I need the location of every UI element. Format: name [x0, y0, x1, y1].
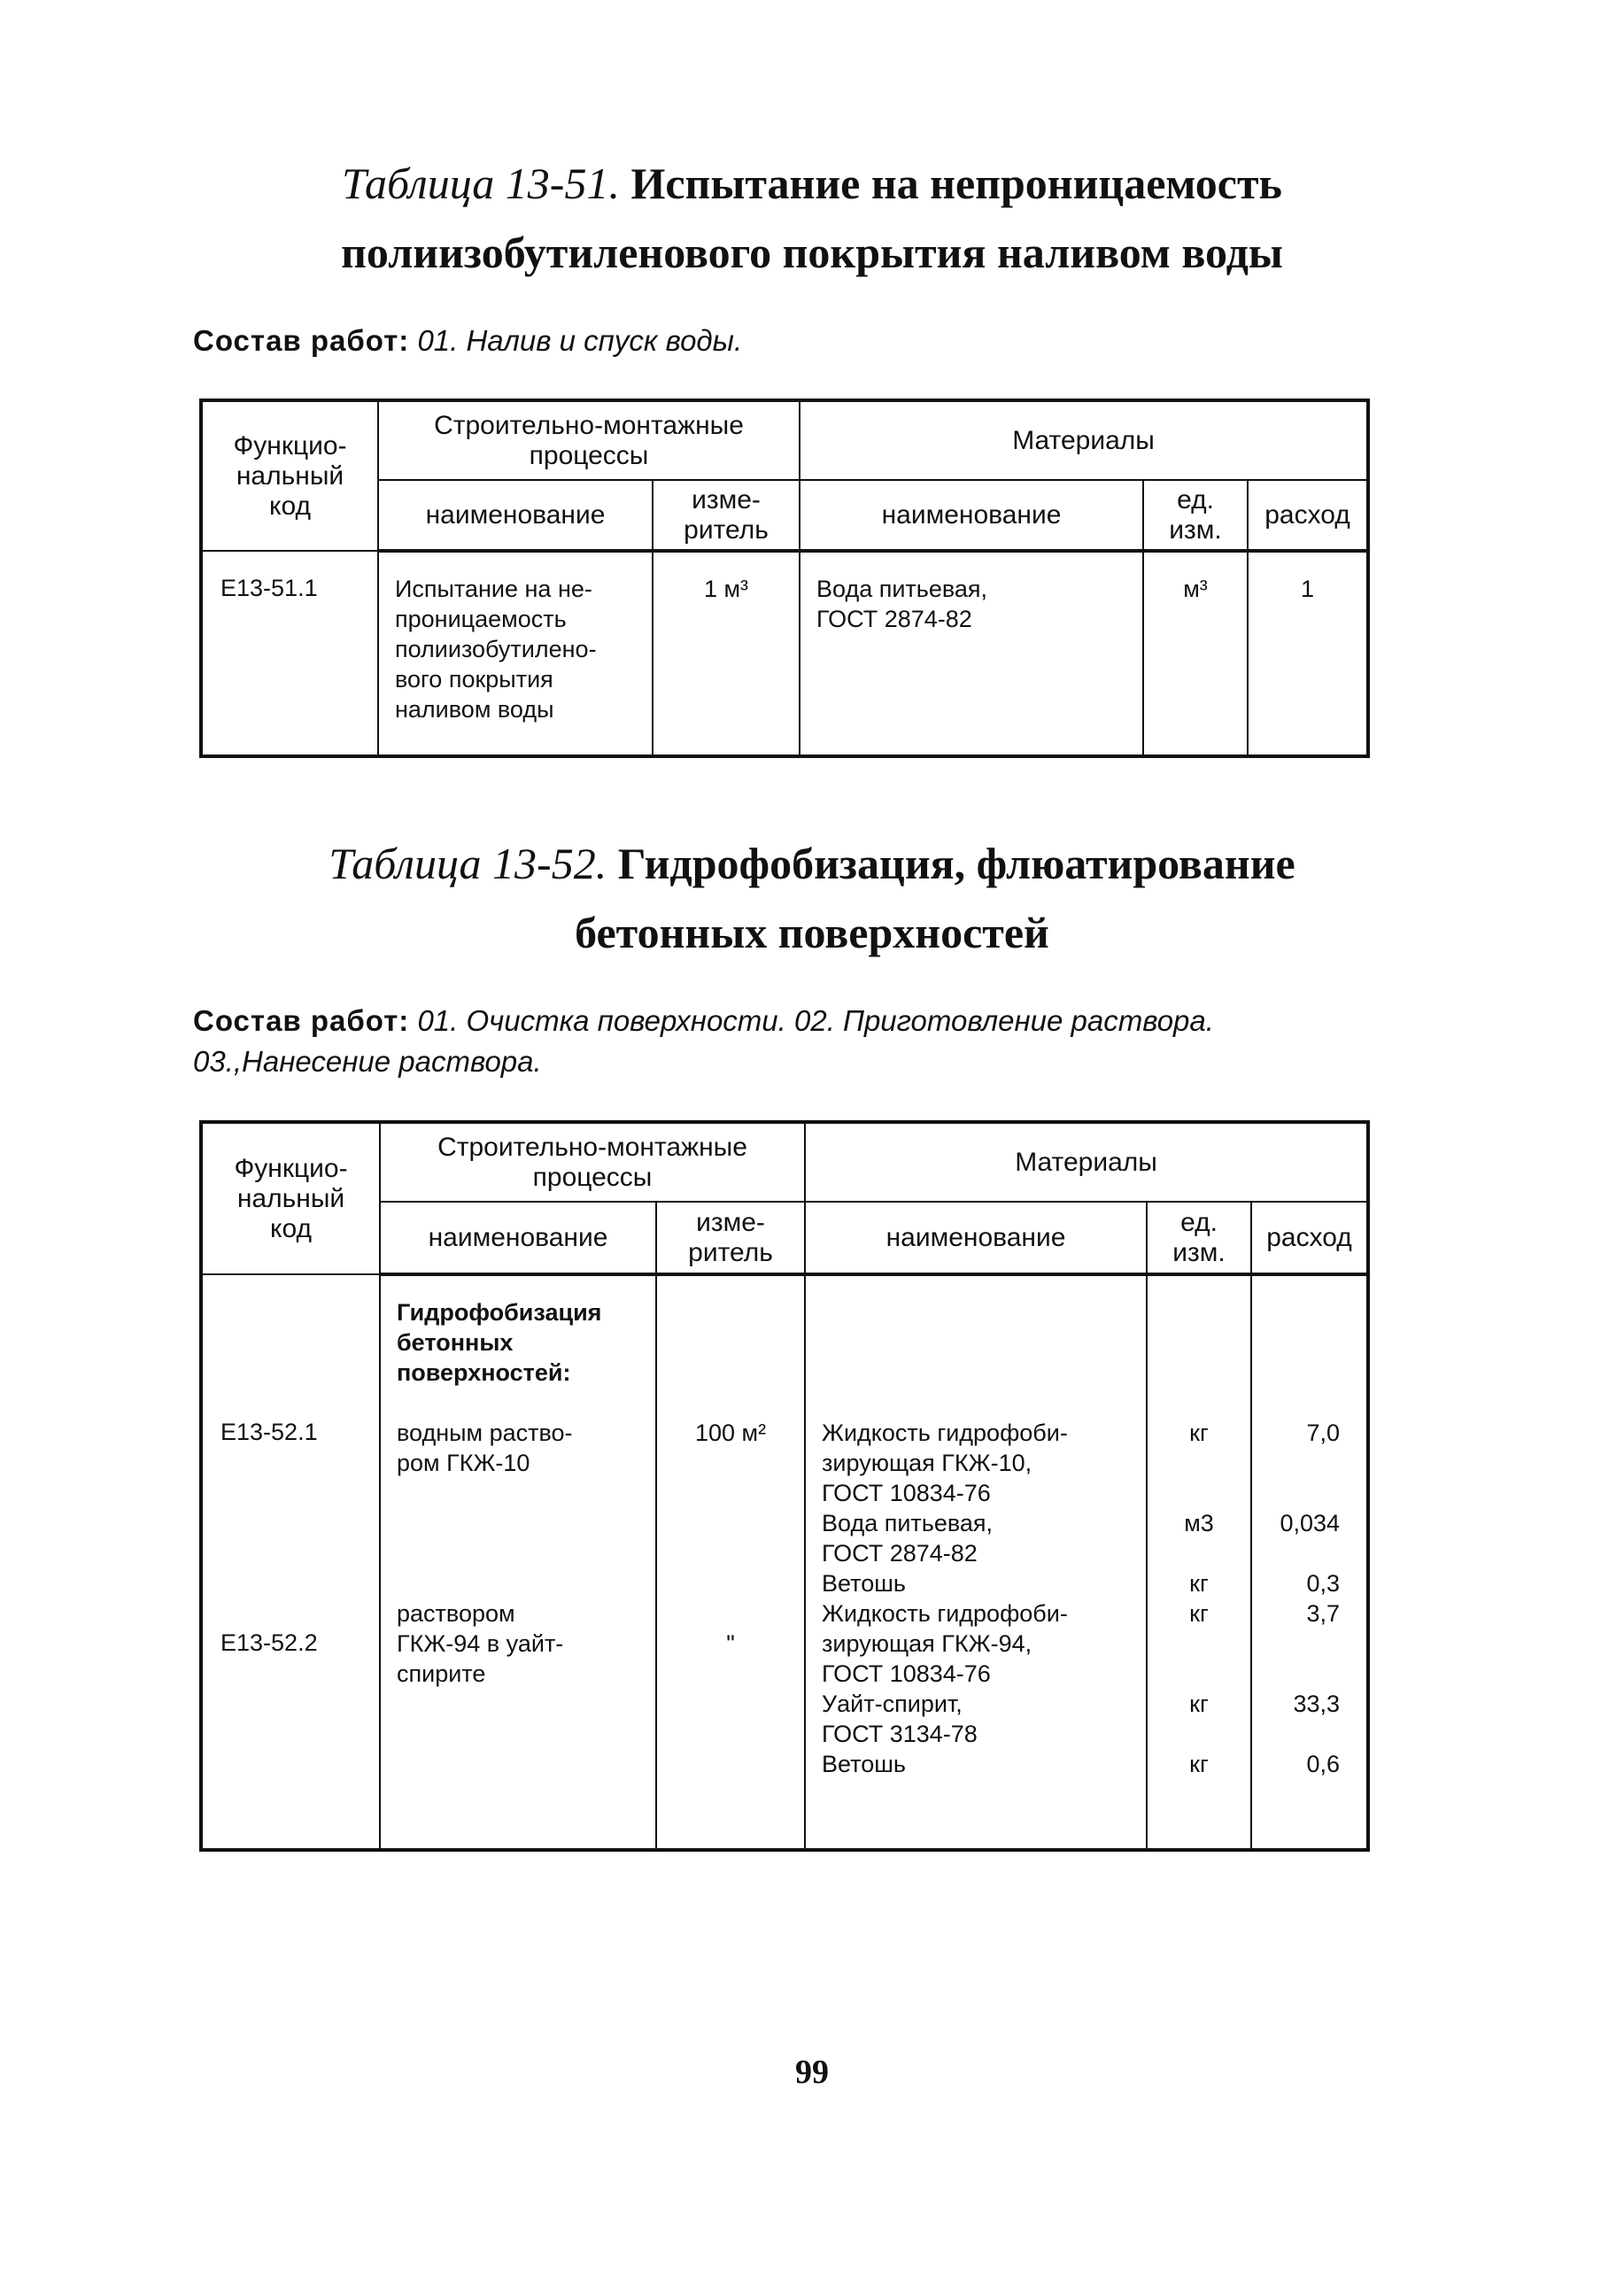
header-processes: Строительно-монтажные процессы: [378, 400, 800, 480]
row-consumption: 1: [1248, 551, 1368, 756]
table-row: [201, 1274, 1368, 1850]
row-process-name-column: Гидрофобизация бетонных поверхностей: водным раство- ром ГКЖ-10 раствором ГКЖ-94 в уайт- спирите: [380, 1274, 656, 1850]
table-51: [199, 399, 1370, 758]
header-process-unit: изме- ритель: [653, 480, 800, 551]
row-process-unit: ": [726, 1630, 735, 1657]
row-material-name-column: Жидкость гидрофоби- зирующая ГКЖ-10, ГОСТ 10834-76 Вода питьевая, ГОСТ 2874-82 Ветошь Жидкость гидрофоби- зирующая ГКЖ-94, ГОСТ 10834-76 Уайт-спирит, ГОСТ 3134-78 Ветошь: [805, 1274, 1147, 1850]
table-51-title-line1: Испытание на непроницаемость: [630, 159, 1282, 208]
row-code-column: [201, 1274, 380, 1850]
composition-label: Состав работ:: [193, 324, 410, 357]
table-52: [199, 1120, 1370, 1852]
composition-text: 01. Налив и спуск воды.: [417, 324, 743, 357]
header-materials: Материалы: [805, 1122, 1368, 1202]
header-material-name: наименование: [800, 480, 1143, 551]
header-code: Функцио- нальный код: [201, 1122, 380, 1274]
header-materials: Материалы: [800, 400, 1368, 480]
row-consumption-column: 7,0 0,034 0,3 3,7 33,3 0,6: [1251, 1274, 1368, 1850]
row-material-unit-column: кг м3 кг кг кг кг: [1147, 1274, 1251, 1850]
table-52-title-line1: Гидрофобизация, флюатирование: [617, 839, 1295, 888]
page-number: 99: [795, 2054, 829, 2091]
header-process-name: наименование: [380, 1202, 656, 1274]
composition-label: Состав работ:: [193, 1004, 410, 1037]
table-51-composition: [193, 321, 1450, 361]
header-consumption: расход: [1248, 480, 1368, 551]
composition-text-line2: 03.,Нанесение раствора.: [193, 1045, 542, 1078]
table-51-title: [0, 149, 1624, 287]
header-material-unit: ед. изм.: [1143, 480, 1248, 551]
header-consumption: расход: [1251, 1202, 1368, 1274]
header-code: Функцио- нальный код: [201, 400, 378, 551]
group-heading: Гидрофобизация: [397, 1299, 602, 1326]
row-material-name: Вода питьевая, ГОСТ 2874-82: [800, 551, 1143, 756]
composition-text-line1: 01. Очистка поверхности. 02. Приготовление раствора.: [417, 1004, 1214, 1037]
row-process-name: Испытание на не- проницаемость полиизобутилено- вого покрытия наливом воды: [378, 551, 653, 756]
header-process-unit: изме- ритель: [656, 1202, 805, 1274]
group-heading: поверхностей:: [397, 1359, 571, 1386]
group-heading: бетонных: [397, 1329, 514, 1356]
table-51-title-line2: полиизобутиленового покрытия наливом воды: [341, 228, 1283, 277]
table-52-number: Таблица 13-52.: [329, 839, 607, 888]
header-process-name: наименование: [378, 480, 653, 551]
row-process-unit: 1 м³: [653, 551, 800, 756]
table-51-number: Таблица 13-51.: [341, 159, 620, 208]
row-code: Е13-51.1: [201, 551, 378, 756]
table-row: [201, 551, 1368, 756]
row-code: Е13-52.2: [220, 1629, 318, 1656]
row-process-unit: 100 м²: [694, 1420, 767, 1446]
table-52-title: [0, 829, 1624, 967]
row-process-unit-column: [656, 1274, 805, 1850]
header-material-unit: ед. изм.: [1147, 1202, 1251, 1274]
header-processes: Строительно-монтажные процессы: [380, 1122, 805, 1202]
row-material-unit: м³: [1143, 551, 1248, 756]
header-material-name: наименование: [805, 1202, 1147, 1274]
table-52-title-line2: бетонных поверхностей: [575, 908, 1049, 957]
row-code: Е13-52.1: [220, 1419, 318, 1445]
table-52-composition: [193, 1001, 1450, 1082]
